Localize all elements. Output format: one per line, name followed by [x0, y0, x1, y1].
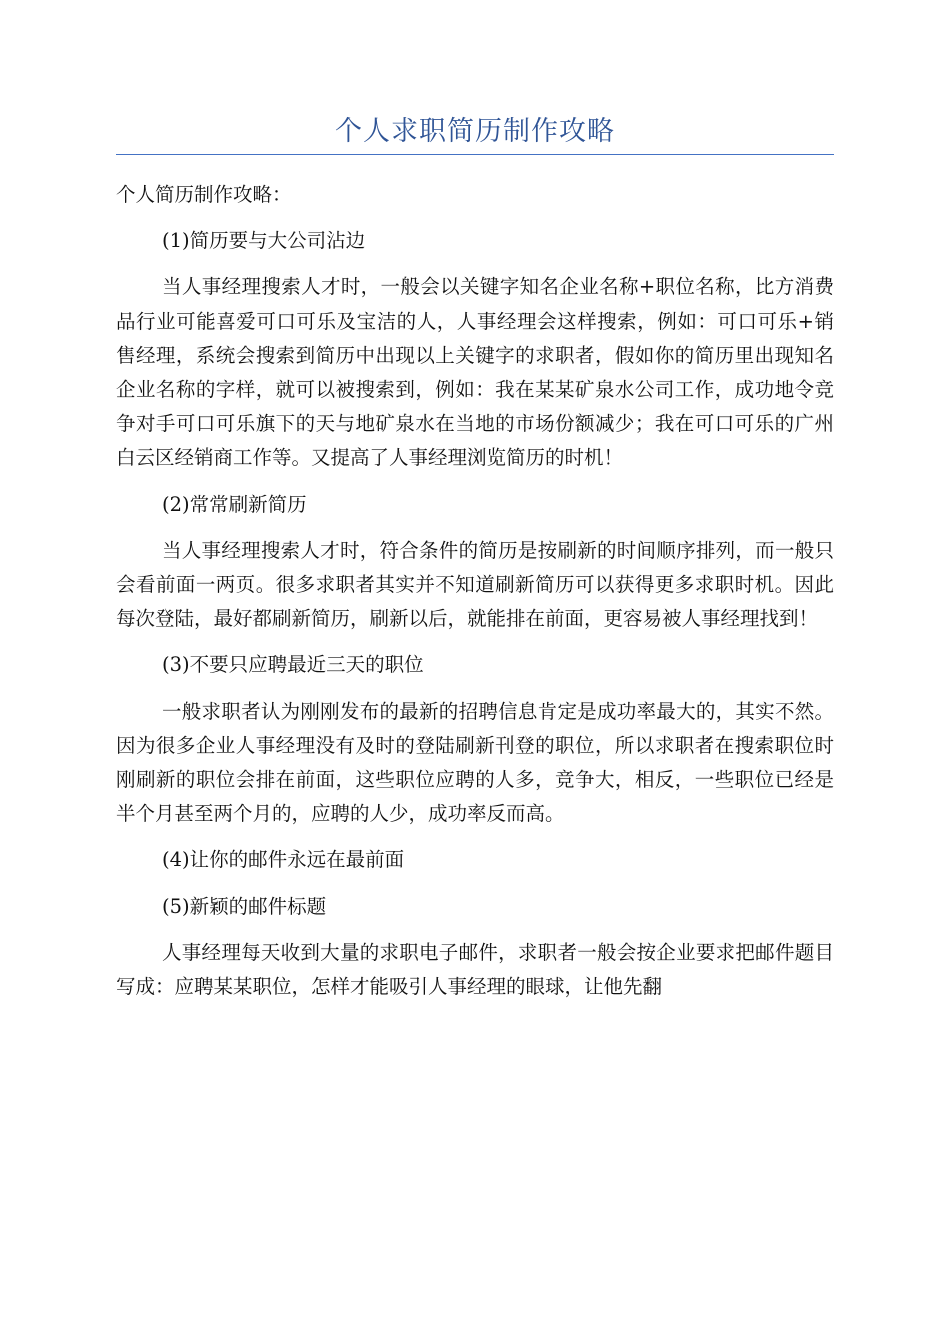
- section-heading-1: (1)简历要与大公司沾边: [162, 229, 366, 253]
- title-underline: [116, 154, 834, 155]
- section-heading-4: (4)让你的邮件永远在最前面: [162, 848, 405, 872]
- body-paragraph-3: 一般求职者认为刚刚发布的最新的招聘信息肯定是成功率最大的，其实不然。因为很多企业人事经理没有及时的登陆刷新刊登的职位，所以求职者在搜索职位时刚刷新的职位会排在前面，这些职位应聘的人多，竞争大，相反，一些职位已经是半个月甚至两个月的，应聘的人少，成功率反而高。: [116, 699, 834, 826]
- section-heading-3: (3)不要只应聘最近三天的职位: [162, 653, 424, 677]
- section-heading-5: (5)新颖的邮件标题: [162, 894, 327, 918]
- intro-heading: 个人简历制作攻略：: [116, 183, 292, 206]
- section-heading-2: (2)常常刷新简历: [162, 492, 307, 516]
- body-paragraph-5: 人事经理每天收到大量的求职电子邮件，求职者一般会按企业要求把邮件题目写成：应聘某某职位，怎样才能吸引人事经理的眼球，让他先翻: [116, 940, 834, 999]
- body-paragraph-1: 当人事经理搜索人才时，一般会以关键字知名企业名称+职位名称，比方消费品行业可能喜爱可口可乐及宝洁的人，人事经理会这样搜索，例如：可口可乐+销售经理，系统会搜索到简历中出现以上关键字的求职者，假如你的简历里出现知名企业名称的字样，就可以被搜索到，例如：我在某某矿泉水公司工作，成功地令竞争对手可口可乐旗下的天与地矿泉水在当地的市场份额减少；我在可口可乐的广州白云区经销商工作等。又提高了人事经理浏览简历的时机！: [116, 275, 834, 470]
- body-paragraph-2: 当人事经理搜索人才时，符合条件的简历是按刷新的时间顺序排列，而一般只会看前面一两页。很多求职者其实并不知道刷新简历可以获得更多求职时机。因此每次登陆，最好都刷新简历，刷新以后，就能排在前面，更容易被人事经理找到！: [116, 538, 834, 631]
- document-body: [116, 178, 834, 1016]
- document-title: 个人求职简历制作攻略: [335, 116, 615, 147]
